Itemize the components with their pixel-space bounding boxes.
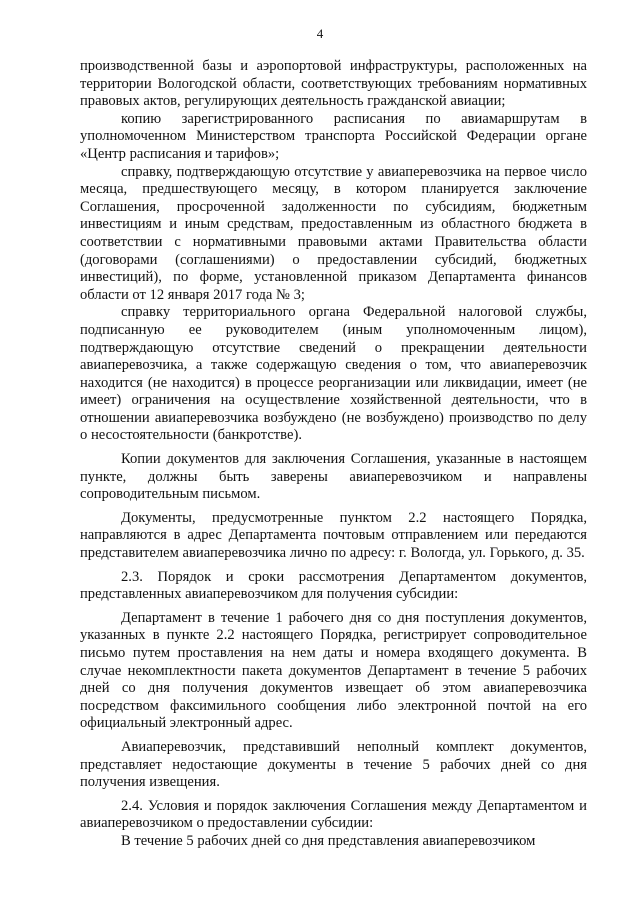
paragraph-tax-certificate: справку территориального органа Федеральной налоговой службы, подписанную ее руководителем (иным уполномоченным лицом), подтверждающую отсутствие сведений о прекращении деятельности авиаперевозчика, а также содержащую сведения о том, что авиаперевозчик находится (не находится) в процессе реорганизации или ликвидации, имеет (не имеет) ограничения на осуществление хозяйственной деятельности, что в отношении авиаперевозчика возбуждено (не возбуждено) производство по делу о несостоятельности (банкротстве). xyxy=(80,304,587,444)
paragraph-schedule-copy: копию зарегистрированного расписания по авиамаршрутам в уполномоченном Министерством транспорта Российской Федерации органе «Центр расписания и тарифов»; xyxy=(80,110,587,162)
paragraph-submission-address: Документы, предусмотренные пунктом 2.2 настоящего Порядка, направляются в адрес Департамента почтовым отправлением или передаются представителем авиаперевозчика лично по адресу: г. Вологда, ул. Горького, д. 35. xyxy=(80,509,587,562)
section-2-3-heading: 2.3. Порядок и сроки рассмотрения Департаментом документов, представленных авиаперевозчиком для получения субсидии: xyxy=(80,568,587,603)
paragraph-continuation: производственной базы и аэропортовой инфраструктуры, расположенных на территории Вологодской области, соответствующих требованиям нормативных правовых актов, регулирующих деятельность гражданской авиации; xyxy=(80,58,587,110)
page-number: 4 xyxy=(316,26,324,41)
paragraph-incomplete-set: Авиаперевозчик, представивший неполный комплект документов, представляет недостающие документы в течение 5 рабочих дней со дня получения извещения. xyxy=(80,738,587,791)
paragraph-debt-certificate: справку, подтверждающую отсутствие у авиаперевозчика на первое число месяца, предшествующего месяцу, в котором планируется заключение Соглашения, просроченной задолженности по субсидиям, бюджетным инвестициям и иным средствам, предоставленным из областного бюджета в соответствии с нормативными правовыми актами Правительства области (договорами (соглашениями) о предоставлении субсидий, бюджетных инвестиций), по форме, установленной приказом Департамента финансов области от 12 января 2017 года № 3; xyxy=(80,163,587,303)
paragraph-document-copies: Копии документов для заключения Соглашения, указанные в настоящем пункте, должны быть заверены авиаперевозчиком и направлены сопроводительным письмом. xyxy=(80,451,587,503)
paragraph-agreement-start: В течение 5 рабочих дней со дня представления авиаперевозчиком xyxy=(121,832,536,849)
paragraph-registration: Департамент в течение 1 рабочего дня со дня поступления документов, указанных в пункте 2.2 настоящего Порядка, регистрирует сопроводительное письмо путем проставления на нем даты и номера входящего документа. В случае некомплектности пакета документов Департамент в течение 5 рабочих дней со дня получения документов извещает об этом авиаперевозчика посредством факсимильного сообщения либо электронной почтой на его официальный электронный адрес. xyxy=(80,609,587,732)
document-body xyxy=(80,58,587,851)
section-2-4-heading: 2.4. Условия и порядок заключения Соглашения между Департаментом и авиаперевозчиком о предоставлении субсидии: xyxy=(80,797,587,832)
